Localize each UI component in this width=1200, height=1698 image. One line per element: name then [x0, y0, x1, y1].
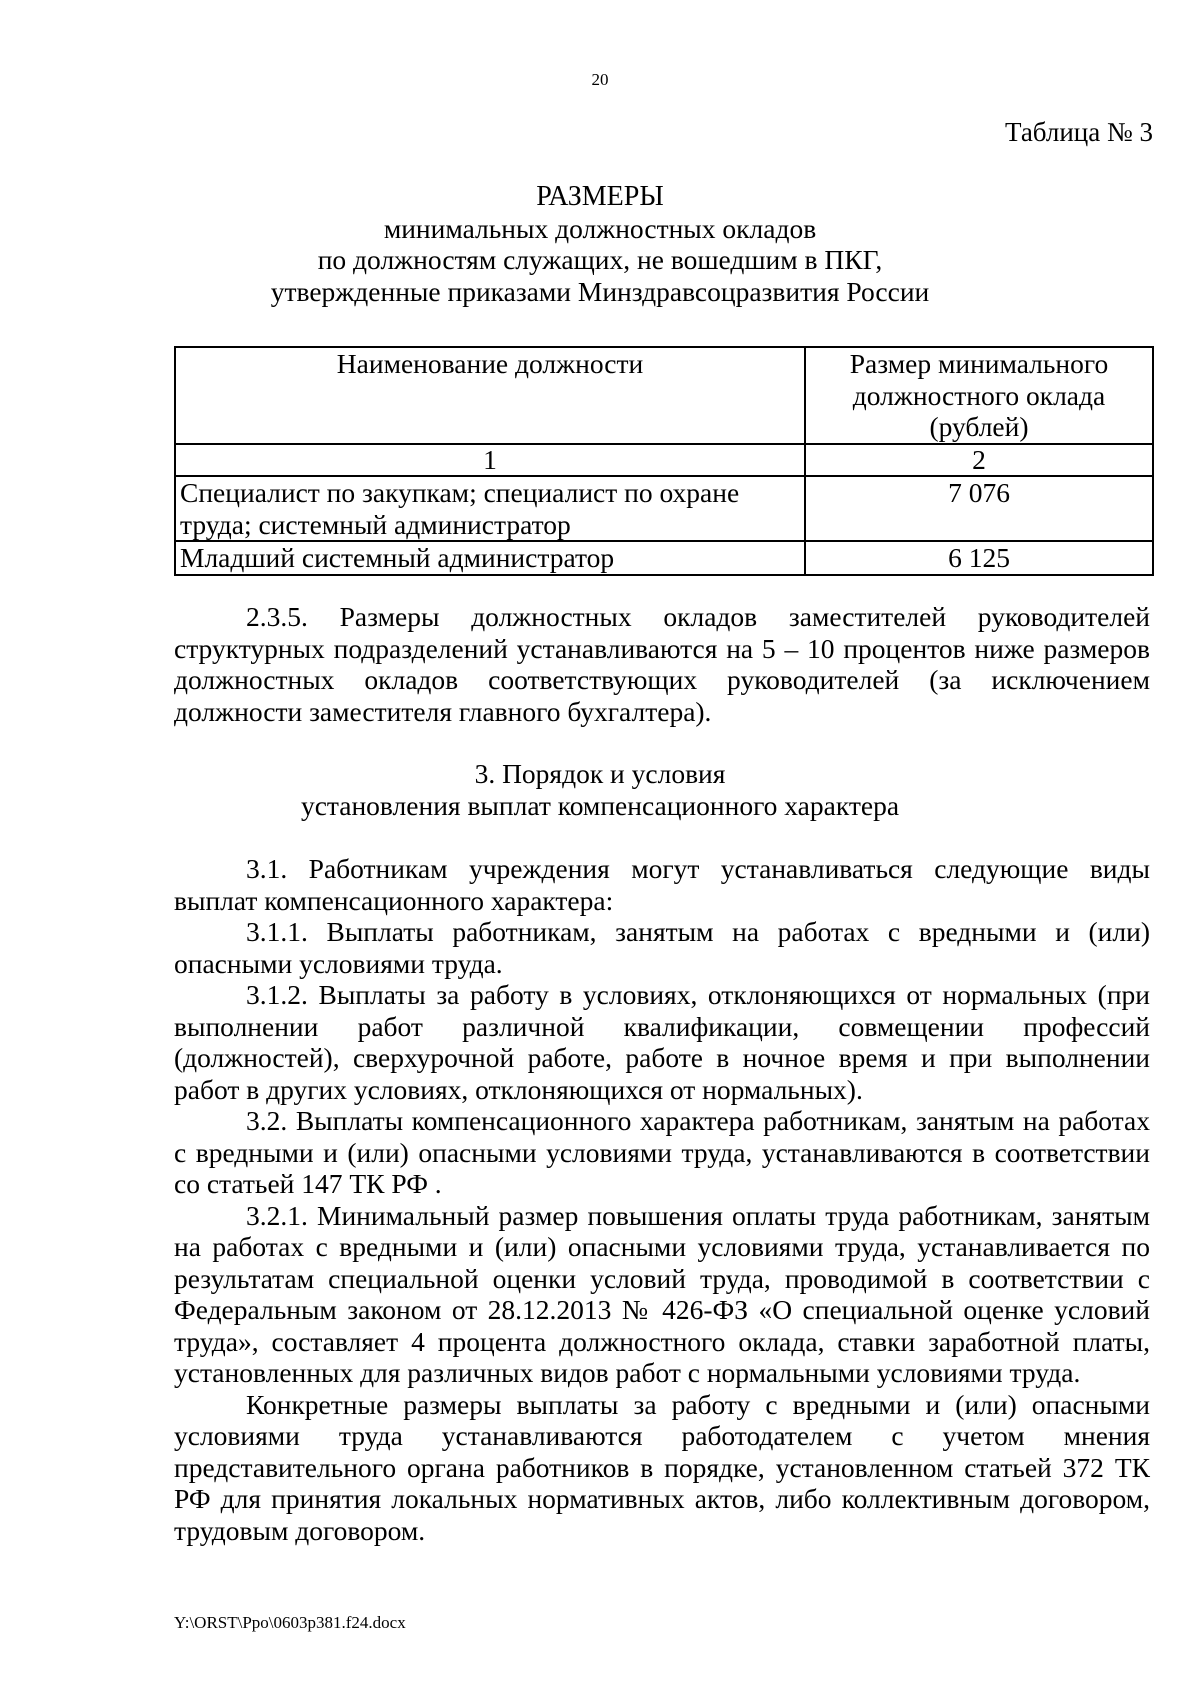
- table-number-row: [175, 444, 1153, 476]
- section-3-title-line-1: 3. Порядок и условия: [474, 758, 726, 789]
- page-number: 20: [591, 70, 609, 89]
- column-number-2: 2: [805, 444, 1153, 476]
- file-path-footer: Y:\ORST\Ppo\0603p381.f24.docx: [174, 1613, 406, 1632]
- section-3-body: [174, 853, 1150, 1546]
- paragraph-2-3-5-block: [174, 601, 1150, 727]
- section-3-title-line-2: установления выплат компенсационного характера: [300, 789, 900, 821]
- table-heading: [0, 181, 1200, 307]
- paragraph-3-2-1: 3.2.1. Минимальный размер повышения оплаты труда работникам, занятым на работах с вредными и (или) опасными условиями труда, устанавливается по результатам специальной оценки условий труда, проводимой в соответствии с Федеральным законом от 28.12.2013 № 426-ФЗ «О специальной оценке условий труда», составляет 4 процента должностного оклада, ставки заработной платы, установленных для различных видов работ с нормальными условиями труда.: [174, 1199, 1150, 1388]
- table-label: Таблица № 3: [1005, 117, 1153, 147]
- salary-value: 6 125: [805, 541, 1153, 575]
- position-name: Младший системный администратор: [175, 541, 805, 575]
- column-header-salary: Размер минимального должностного оклада (рублей): [805, 347, 1153, 444]
- paragraph-2-3-5: 2.3.5. Размеры должностных окладов заместителей руководителей структурных подразделений устанавливаются на 5 – 10 процентов ниже размеров должностных окладов соответствующих руководителей (за исключением должности заместителя главного бухгалтера).: [174, 601, 1150, 727]
- heading-line-2: по должностям служащих, не вошедшим в ПКГ,: [317, 244, 883, 275]
- paragraph-3-1-1: 3.1.1. Выплаты работникам, занятым на работах с вредными и (или) опасными условиями труда.: [174, 916, 1150, 979]
- salary-table: [174, 346, 1154, 576]
- table-row: [175, 476, 1153, 541]
- paragraph-concrete-sizes: Конкретные размеры выплаты за работу с вредными и (или) опасными условиями труда устанавливаются работодателем с учетом мнения представительного органа работников в порядке, установленном статьей 372 ТК РФ для принятия локальных нормативных актов, либо коллективным договором, трудовым договором.: [174, 1388, 1150, 1546]
- paragraph-3-1: 3.1. Работникам учреждения могут устанавливаться следующие виды выплат компенсационного характера:: [174, 853, 1150, 916]
- position-name: Специалист по закупкам; специалист по охране труда; системный администратор: [175, 476, 805, 541]
- paragraph-3-1-2: 3.1.2. Выплаты за работу в условиях, отклоняющихся от нормальных (при выполнении работ различной квалификации, совмещении профессий (должностей), сверхурочной работе, работе в ночное время и при выполнении работ в других условиях, отклоняющихся от нормальных).: [174, 979, 1150, 1105]
- paragraph-3-2: 3.2. Выплаты компенсационного характера работникам, занятым на работах с вредными и (или) опасными условиями труда, устанавливаются в соответствии со статьей 147 ТК РФ .: [174, 1105, 1150, 1199]
- table-row: [175, 541, 1153, 575]
- heading-line-3: утвержденные приказами Минздравсоцразвития России: [270, 275, 930, 307]
- column-number-1: 1: [175, 444, 805, 476]
- heading-title: РАЗМЕРЫ: [536, 181, 664, 212]
- table-header-row: [175, 347, 1153, 444]
- heading-line-1: минимальных должностных окладов: [383, 212, 817, 244]
- column-header-position: Наименование должности: [175, 347, 805, 444]
- salary-value: 7 076: [805, 476, 1153, 541]
- section-3-heading: [0, 758, 1200, 821]
